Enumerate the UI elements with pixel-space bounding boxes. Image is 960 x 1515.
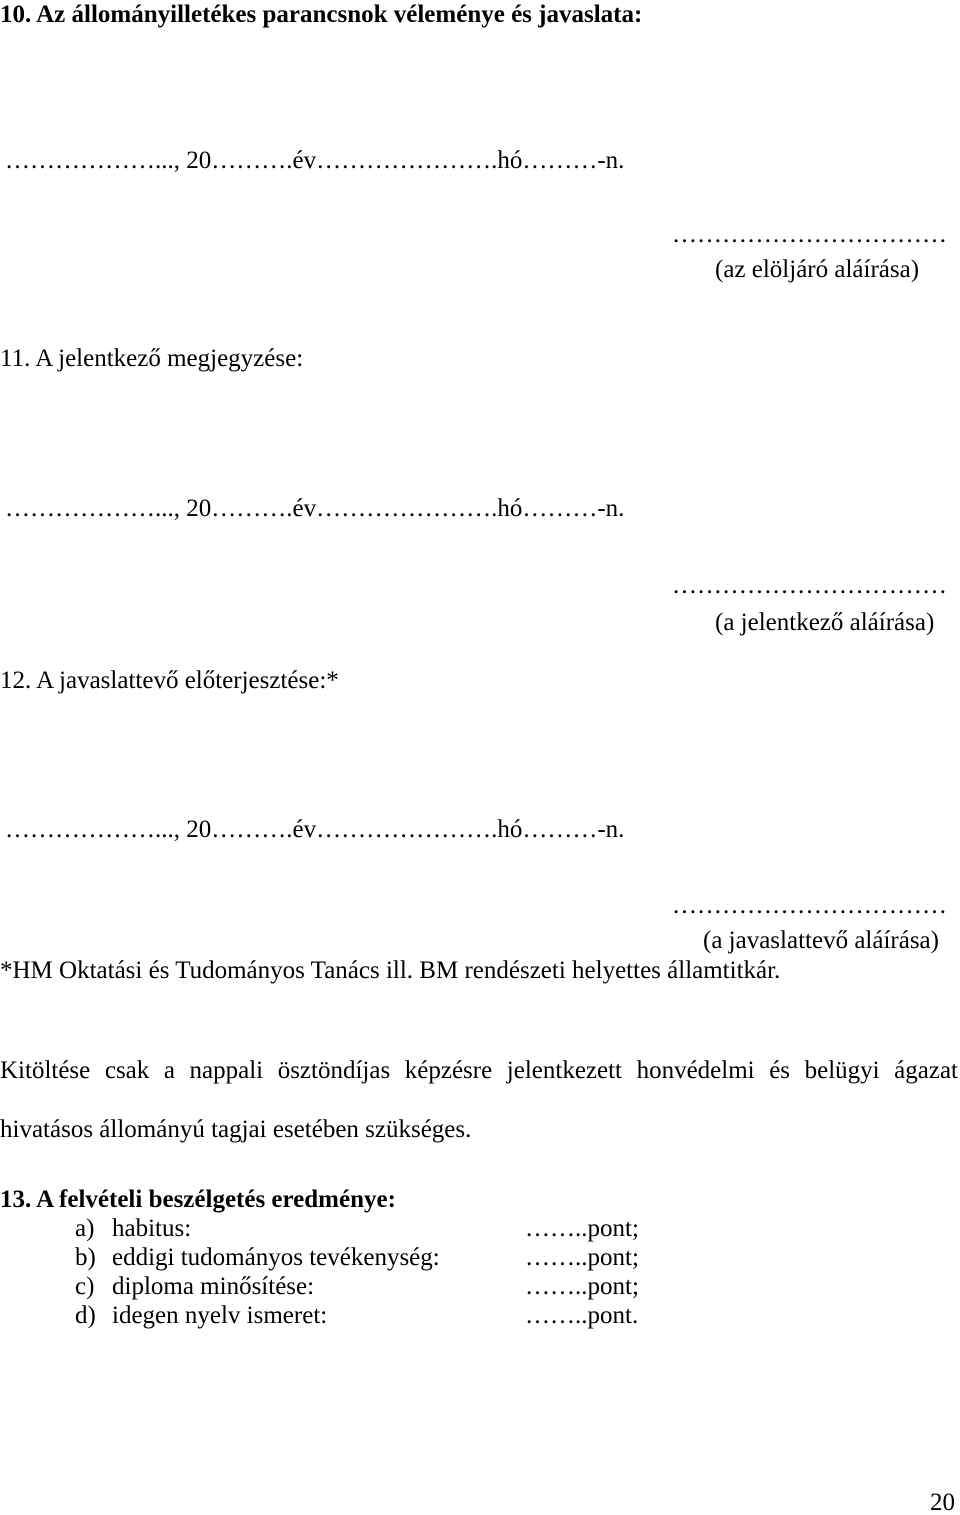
score-list	[0, 1214, 700, 1330]
score-item	[0, 1214, 700, 1243]
section-10-title: 10. Az állományilletékes parancsnok véleménye és javaslata:	[0, 1, 643, 28]
score-item	[0, 1301, 700, 1330]
score-item-marker: c)	[75, 1273, 95, 1300]
section-12-signature-line: ……………………………	[672, 892, 947, 919]
score-item-label: habitus:	[112, 1215, 192, 1242]
score-item-label: eddigi tudományos tevékenység:	[112, 1244, 440, 1271]
score-item	[0, 1272, 700, 1301]
score-item-points: ……..pont.	[525, 1302, 639, 1329]
section-11-date-line: ………………..., 20……….év………………….hó………-n.	[5, 495, 625, 522]
section-12-title: 12. A javaslattevő előterjesztése:*	[0, 667, 339, 694]
score-item-marker: a)	[75, 1215, 95, 1242]
section-12-signature-label: (a javaslattevő aláírása)	[703, 927, 939, 954]
section-10-signature-line: ……………………………	[672, 221, 947, 248]
section-10-date-line: ………………..., 20……….év………………….hó………-n.	[5, 147, 625, 174]
score-item-label: diploma minősítése:	[112, 1273, 315, 1300]
section-11-title: 11. A jelentkező megjegyzése:	[0, 345, 304, 372]
section-13-title: 13. A felvételi beszélgetés eredménye:	[0, 1186, 396, 1213]
section-11-signature-label: (a jelentkező aláírása)	[715, 609, 935, 636]
score-item-points: ……..pont;	[525, 1273, 639, 1300]
page-number: 20	[930, 1489, 955, 1515]
score-item	[0, 1243, 700, 1272]
section-12-date-line: ………………..., 20……….év………………….hó………-n.	[5, 816, 625, 843]
section-10-signature-label: (az elöljáró aláírása)	[715, 256, 920, 283]
score-item-marker: b)	[75, 1244, 96, 1271]
eligibility-note: Kitöltése csak a nappali ösztöndíjas képzésre jelentkezett honvédelmi és belügyi ágazat hivatásos állományú tagjai esetében szükséges.	[0, 1057, 958, 1143]
score-item-label: idegen nyelv ismeret:	[112, 1302, 328, 1329]
score-item-points: ……..pont;	[525, 1244, 639, 1271]
footnote: *HM Oktatási és Tudományos Tanács ill. BM rendészeti helyettes államtitkár.	[0, 957, 781, 984]
section-11-signature-line: ……………………………	[672, 572, 947, 599]
score-item-marker: d)	[75, 1302, 96, 1329]
score-item-points: ……..pont;	[525, 1215, 639, 1242]
